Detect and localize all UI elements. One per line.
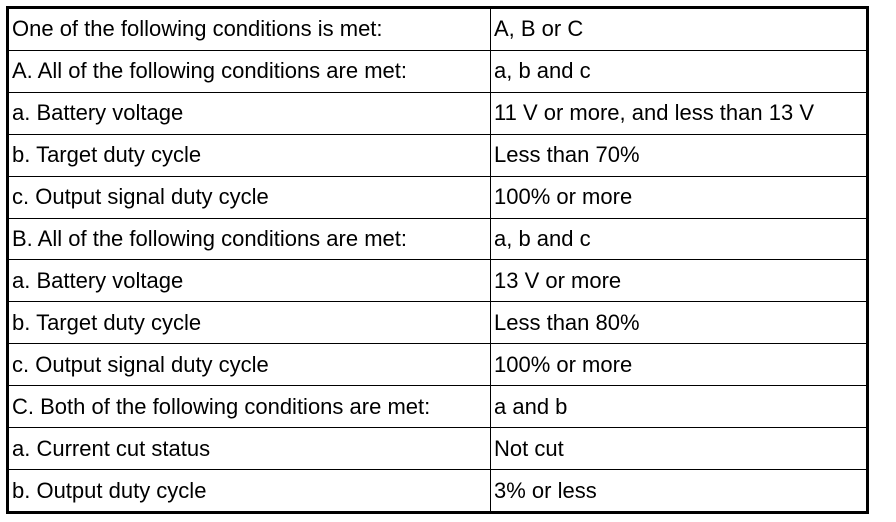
value-cell: A, B or C [491,8,868,51]
table-row [8,260,868,302]
conditions-table-body [8,8,868,513]
condition-cell: A. All of the following conditions are met: [8,50,491,92]
value-cell: Less than 70% [491,134,868,176]
table-row [8,344,868,386]
value-cell: a, b and c [491,50,868,92]
table-row [8,218,868,260]
condition-cell: a. Current cut status [8,428,491,470]
table-row [8,386,868,428]
conditions-table [6,6,869,514]
table-row [8,470,868,513]
value-cell: 13 V or more [491,260,868,302]
value-cell: 100% or more [491,344,868,386]
condition-cell: a. Battery voltage [8,92,491,134]
condition-cell: b. Target duty cycle [8,302,491,344]
table-row [8,8,868,51]
condition-cell: c. Output signal duty cycle [8,176,491,218]
value-cell: 11 V or more, and less than 13 V [491,92,868,134]
table-row [8,176,868,218]
table-row [8,92,868,134]
value-cell: a and b [491,386,868,428]
table-row [8,428,868,470]
value-cell: Not cut [491,428,868,470]
value-cell: Less than 80% [491,302,868,344]
value-cell: 100% or more [491,176,868,218]
value-cell: a, b and c [491,218,868,260]
table-row [8,134,868,176]
condition-cell: C. Both of the following conditions are met: [8,386,491,428]
table-row [8,302,868,344]
condition-cell: a. Battery voltage [8,260,491,302]
condition-cell: b. Target duty cycle [8,134,491,176]
condition-cell: One of the following conditions is met: [8,8,491,51]
table-row [8,50,868,92]
condition-cell: b. Output duty cycle [8,470,491,513]
condition-cell: B. All of the following conditions are met: [8,218,491,260]
value-cell: 3% or less [491,470,868,513]
condition-cell: c. Output signal duty cycle [8,344,491,386]
